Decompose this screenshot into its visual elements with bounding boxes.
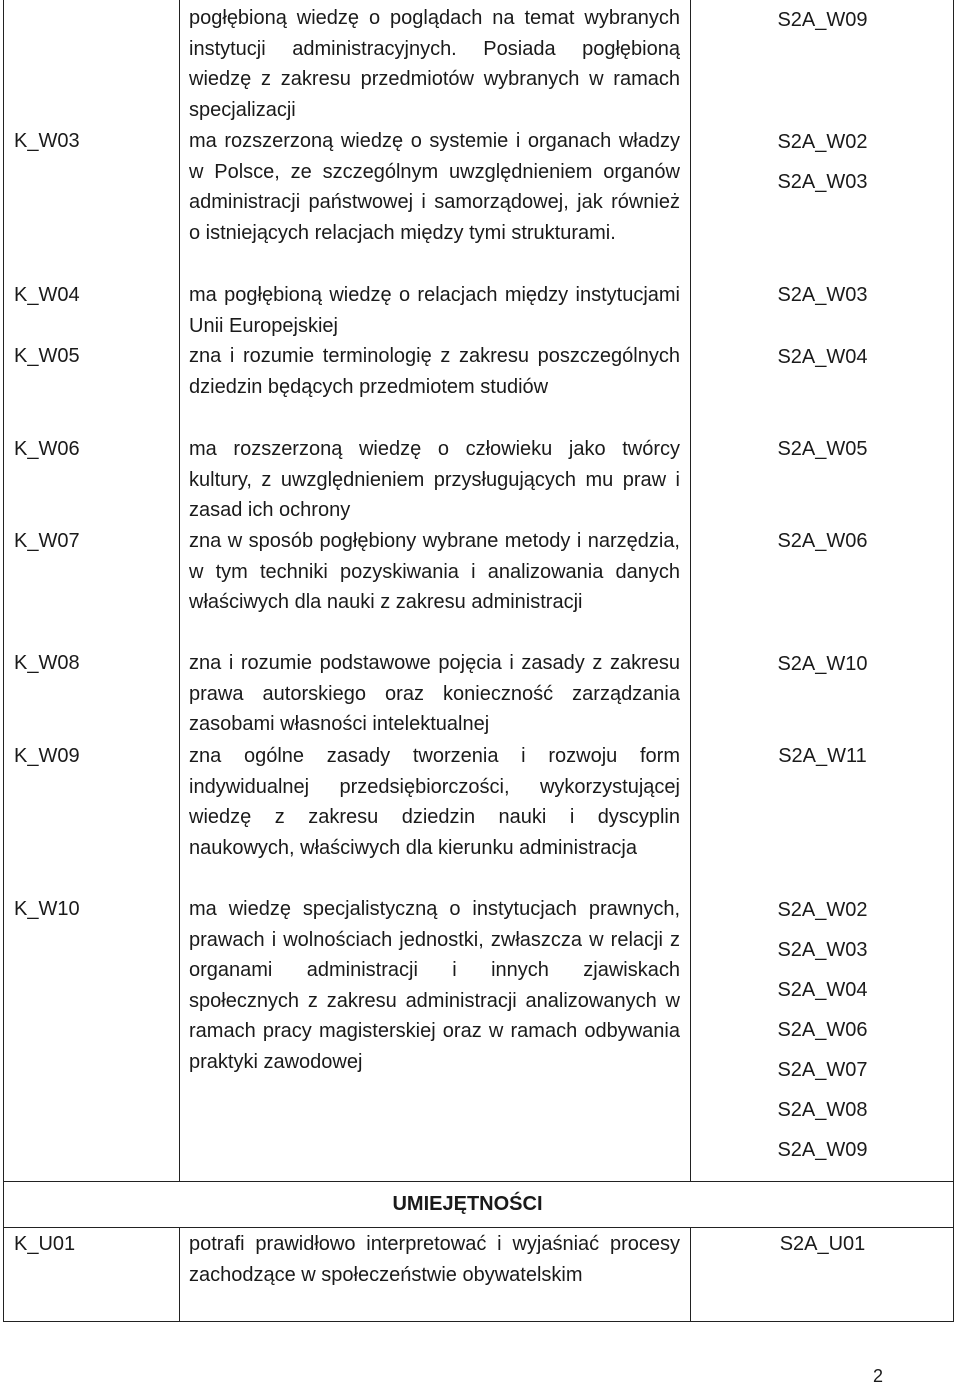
outcome-references	[690, 0, 955, 40]
outcome-code: K_W03	[14, 130, 80, 152]
outcome-references	[690, 1224, 955, 1264]
outcome-references	[690, 736, 955, 776]
reference-code: S2A_W07	[777, 1059, 868, 1081]
reference-code: S2A_W06	[777, 1019, 868, 1041]
outcome-references	[690, 275, 955, 315]
column-divider	[179, 1227, 180, 1322]
reference-code: S2A_W03	[777, 171, 868, 193]
outcome-references	[690, 890, 955, 1170]
reference-code: S2A_W09	[777, 1139, 868, 1161]
outcome-description: ma rozszerzoną wiedzę o systemie i organach władzy w Polsce, ze szczególnym uwzględnieniem organów administracji państwowej i samorządowej, jak również o istniejących relacjach między tymi strukturami.	[189, 130, 680, 244]
outcome-description: ma rozszerzoną wiedzę o człowieku jako twórcy kultury, z uwzględnieniem przysługujących mu praw i zasad ich ochrony	[189, 438, 680, 522]
outcome-code: K_W08	[14, 652, 80, 674]
row-divider	[3, 1181, 954, 1182]
column-divider	[179, 0, 180, 1181]
reference-code: S2A_W03	[777, 284, 868, 306]
reference-code: S2A_W02	[777, 899, 868, 921]
outcome-description: potrafi prawidłowo interpretować i wyjaśniać procesy zachodzące w społeczeństwie obywatelskim	[189, 1233, 680, 1286]
outcome-references	[690, 337, 955, 377]
outcome-description: zna w sposób pogłębiony wybrane metody i narzędzia, w tym techniki pozyskiwania i analizowania danych właściwych dla nauki z zakresu administracji	[189, 530, 680, 614]
outcome-description: ma pogłębioną wiedzę o relacjach między instytucjami Unii Europejskiej	[189, 284, 680, 337]
reference-code: S2A_W05	[777, 438, 868, 460]
reference-code: S2A_W08	[777, 1099, 868, 1121]
outcome-description: ma wiedzę specjalistyczną o instytucjach prawnych, prawach i wolnościach jednostki, zwłaszcza w relacji z organami administracji i innych zjawiskach społecznych z zakresu administracji analizowanych w ramach pracy magisterskiej oraz w ramach odbywania praktyki zawodowej	[189, 898, 680, 1073]
reference-code: S2A_W11	[778, 745, 867, 767]
outcome-references	[690, 122, 955, 202]
reference-code: S2A_W04	[777, 979, 868, 1001]
reference-code: S2A_W03	[777, 939, 868, 961]
outcome-code: K_W06	[14, 438, 80, 460]
outcome-description: zna i rozumie podstawowe pojęcia i zasady z zakresu prawa autorskiego oraz konieczność zarządzania zasobami własności intelektualnej	[189, 652, 680, 736]
outcome-references	[690, 644, 955, 684]
section-heading: UMIEJĘTNOŚCI	[392, 1193, 543, 1215]
outcome-code: K_U01	[14, 1233, 76, 1255]
outcome-references	[690, 521, 955, 561]
outcome-description: zna ogólne zasady tworzenia i rozwoju form indywidualnej przedsiębiorczości, wykorzystującej wiedzę z zakresu dziedzin nauki i dyscyplin naukowych, właściwych dla kierunku administracja	[189, 745, 680, 859]
page-number: 2	[873, 1366, 884, 1386]
outcome-code: K_W10	[14, 898, 80, 920]
reference-code: S2A_U01	[779, 1233, 866, 1255]
reference-code: S2A_W06	[777, 530, 868, 552]
outcome-code: K_W09	[14, 745, 80, 767]
reference-code: S2A_W02	[777, 131, 868, 153]
reference-code: S2A_W10	[777, 653, 868, 675]
outcome-references	[690, 429, 955, 469]
reference-code: S2A_W04	[777, 346, 868, 368]
outcome-code: K_W05	[14, 345, 80, 367]
outcome-code: K_W04	[14, 284, 80, 306]
outcome-description: pogłębioną wiedzę o poglądach na temat wybranych instytucji administracyjnych. Posiada pogłębioną wiedzę z zakresu przedmiotów wybranych w ramach specjalizacji	[189, 7, 680, 121]
outcome-code: K_W07	[14, 530, 80, 552]
outcome-description: zna i rozumie terminologię z zakresu poszczególnych dziedzin będących przedmiotem studiów	[189, 345, 680, 398]
reference-code: S2A_W09	[777, 9, 868, 31]
